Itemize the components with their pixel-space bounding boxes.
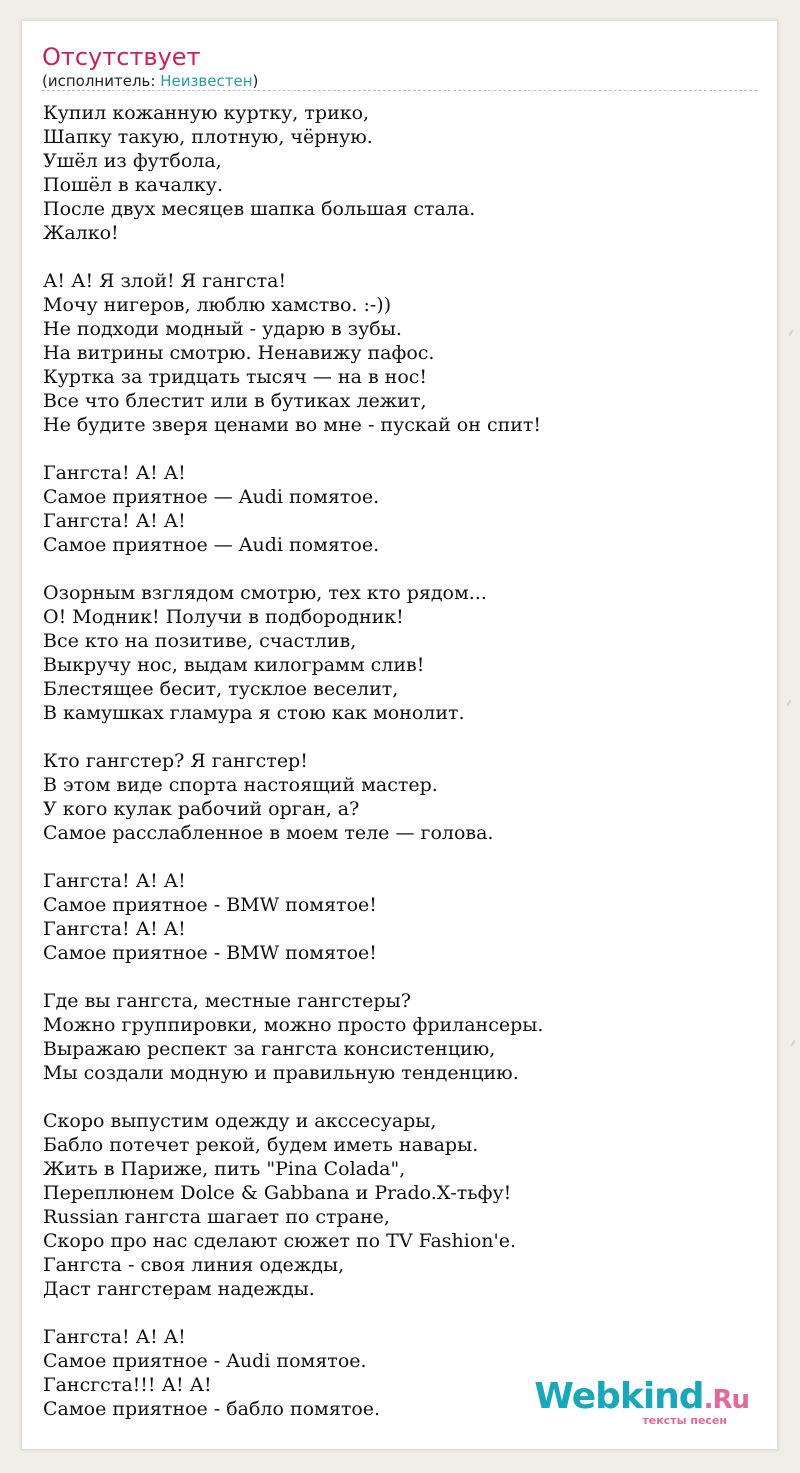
lyric-line: Самое приятное - BMW помятое! [43, 942, 377, 964]
site-logo[interactable] [534, 1376, 749, 1427]
lyric-line: Все кто на позитиве, счастлив, [43, 630, 357, 652]
lyric-line [43, 557, 763, 581]
lyric-line: У кого кулак рабочий орган, а? [43, 798, 360, 820]
lyric-line: Самое приятное - BMW помятое! [43, 894, 377, 916]
lyric-line: Ушёл из футбола, [43, 150, 222, 172]
lyric-line: Даст гангстерам надежды. [43, 1278, 315, 1300]
lyric-line: Выкручу нос, выдам килограмм слив! [43, 654, 425, 676]
artist-prefix: (исполнитель: [42, 72, 161, 90]
logo-name: Webkind [534, 1376, 704, 1417]
lyric-line: Жалко! [43, 222, 119, 244]
artist-link[interactable]: Неизвестен [160, 72, 253, 90]
lyric-line: Скоро про нас сделают сюжет по TV Fashion'e. [43, 1230, 517, 1252]
lyric-line: Блестящее бесит, тусклое веселит, [43, 678, 399, 700]
lyric-line: Пошёл в качалку. [43, 174, 224, 196]
lyrics-text [43, 101, 763, 1421]
lyric-line: Гангста! А! А! [43, 462, 186, 484]
lyric-line: А! А! Я злой! Я гангста! [43, 270, 287, 292]
lyric-line: Купил кожанную куртку, трико, [43, 102, 370, 124]
lyric-line [43, 437, 763, 461]
lyric-line [43, 1301, 763, 1325]
lyric-line: Самое приятное — Audi помятое. [43, 486, 380, 508]
song-title: Отсутствует [42, 43, 201, 71]
lyric-line: В камушках гламура я стою как монолит. [43, 702, 465, 724]
lyric-line: Гангста! А! А! [43, 1326, 186, 1348]
lyric-line [43, 1085, 763, 1109]
lyric-line: Гангста! А! А! [43, 870, 186, 892]
lyric-line: Бабло потечет рекой, будем иметь навары. [43, 1134, 479, 1156]
lyric-line: Самое приятное - бабло помятое. [43, 1398, 381, 1420]
lyric-line: Не будите зверя ценами во мне - пускай он спит! [43, 414, 542, 436]
lyric-line: Гангста! А! А! [43, 510, 186, 532]
lyric-line [43, 245, 763, 269]
lyric-line: Не подходи модный - ударю в зубы. [43, 318, 402, 340]
lyric-line: Гангста! А! А! [43, 918, 186, 940]
lyric-line: Шапку такую, плотную, чёрную. [43, 126, 373, 148]
lyric-line [43, 725, 763, 749]
lyric-line: В этом виде спорта настоящий мастер. [43, 774, 438, 796]
lyric-line: Можно группировки, можно просто фрилансеры. [43, 1014, 544, 1036]
lyric-line: Все что блестит или в бутиках лежит, [43, 390, 427, 412]
lyric-line: Самое приятное — Audi помятое. [43, 534, 380, 556]
artist-line [42, 71, 258, 91]
logo-tld: .Ru [703, 1385, 749, 1415]
lyric-line: На витрины смотрю. Ненавижу пафос. [43, 342, 435, 364]
lyric-line: После двух месяцев шапка большая стала. [43, 198, 476, 220]
logo-tagline: тексты песен [642, 1414, 727, 1427]
lyric-line: Самое расслабленное в моем теле — голова. [43, 822, 494, 844]
lyric-line [43, 845, 763, 869]
lyric-line: Жить в Париже, пить "Pina Colada", [43, 1158, 406, 1180]
lyric-line: Гансгста!!! А! А! [43, 1374, 212, 1396]
lyric-line: О! Модник! Получи в подбородник! [43, 606, 404, 628]
lyric-line: Скоро выпустим одежду и акссесуары, [43, 1110, 437, 1132]
lyric-line: Мочу нигеров, люблю хамство. :-)) [43, 294, 392, 316]
lyric-line: Озорным взглядом смотрю, тех кто рядом... [43, 582, 487, 604]
lyric-line: Russian гангста шагает по стране, [43, 1206, 390, 1228]
lyric-line: Куртка за тридцать тысяч — на в нос! [43, 366, 428, 388]
artist-suffix: ) [252, 72, 259, 90]
divider [42, 90, 757, 91]
lyric-line: Переплюнем Dolce & Gabbana и Prado.Х-тьфу! [43, 1182, 512, 1204]
lyric-line: Где вы гангста, местные гангстеры? [43, 990, 411, 1012]
lyric-line: Гангста - своя линия одежды, [43, 1254, 345, 1276]
lyric-line: Самое приятное - Audi помятое. [43, 1350, 367, 1372]
lyric-line: Выражаю респект за гангста консистенцию, [43, 1038, 496, 1060]
lyric-line: Мы создали модную и правильную тенденцию. [43, 1062, 519, 1084]
lyric-line: Кто гангстер? Я гангстер! [43, 750, 308, 772]
lyric-line [43, 965, 763, 989]
lyrics-card [21, 20, 778, 1450]
